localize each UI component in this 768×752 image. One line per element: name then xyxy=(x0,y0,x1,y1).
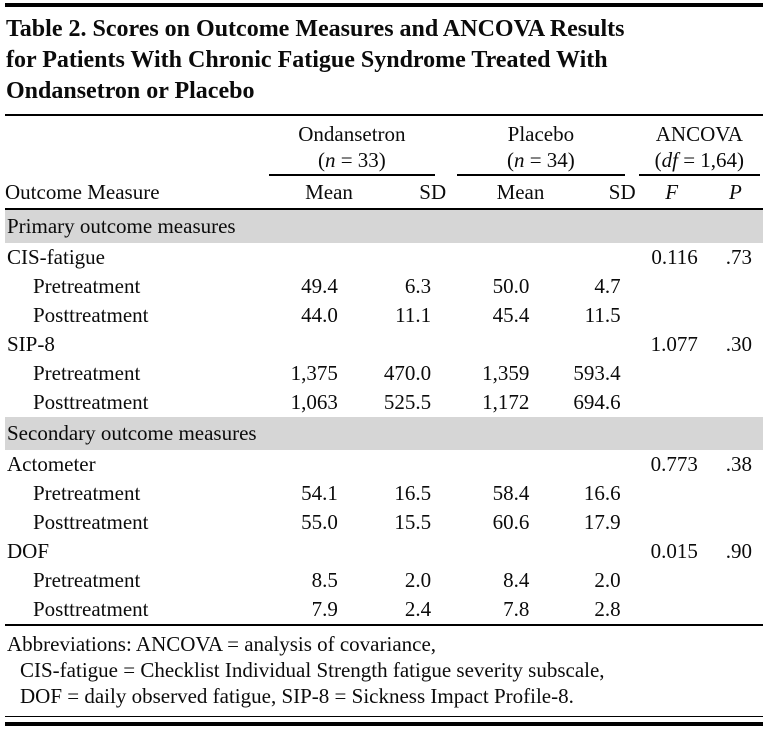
group-header-spacer xyxy=(5,116,258,177)
mean-cell: 7.9 xyxy=(311,597,338,621)
sd-cell: 2.4 xyxy=(404,597,432,621)
mean-cell: 45.4 xyxy=(492,303,530,327)
f-cell xyxy=(636,595,708,624)
sd-cell xyxy=(544,330,635,359)
table-row xyxy=(5,595,763,624)
f-cell xyxy=(636,388,708,417)
p-cell xyxy=(708,595,763,624)
p-cell xyxy=(708,508,763,537)
table-title xyxy=(5,7,763,114)
mean-cell: 49.4 xyxy=(301,274,338,298)
p-cell: .30 xyxy=(725,332,752,356)
mean-cell: 1,375 xyxy=(290,361,338,385)
sd-cell: 2.8 xyxy=(594,597,621,621)
col-header-p: P xyxy=(708,177,763,209)
table-row-sip8 xyxy=(5,330,763,359)
group-header-ondansetron xyxy=(258,116,446,177)
sd-cell: 470.0 xyxy=(383,361,432,385)
title-line-2: for Patients With Chronic Fatigue Syndrome Treated With xyxy=(6,47,608,73)
p-cell xyxy=(708,272,763,301)
table-footnote xyxy=(5,626,763,714)
row-label: Posttreatment xyxy=(33,303,149,327)
mean-cell xyxy=(258,330,353,359)
sd-cell: 15.5 xyxy=(394,510,432,534)
footnote-line-3: DOF = daily observed fatigue, SIP-8 = Sickness Impact Profile-8. xyxy=(20,684,574,708)
f-cell: 0.116 xyxy=(651,245,698,269)
sd-cell xyxy=(353,450,446,479)
mean-cell xyxy=(446,243,544,272)
group-header-row xyxy=(5,116,763,177)
mean-cell: 50.0 xyxy=(492,274,530,298)
sd-cell xyxy=(353,537,446,566)
mean-cell xyxy=(446,450,544,479)
row-label: Posttreatment xyxy=(33,597,149,621)
col-header-pla-mean: Mean xyxy=(446,177,544,209)
sd-cell: 16.5 xyxy=(394,481,432,505)
row-label: Actometer xyxy=(7,452,96,476)
group-name-placebo: Placebo xyxy=(507,122,575,146)
p-cell: .73 xyxy=(725,245,752,269)
section-header-primary xyxy=(5,209,763,243)
sd-cell: 11.5 xyxy=(584,303,621,327)
group-header-placebo xyxy=(446,116,635,177)
group-header-ancova xyxy=(636,116,763,177)
mean-cell: 8.5 xyxy=(311,568,338,592)
section-label: Primary outcome measures xyxy=(5,209,763,243)
sd-cell: 2.0 xyxy=(594,568,621,592)
p-cell xyxy=(708,301,763,330)
col-header-f: F xyxy=(636,177,708,209)
f-cell xyxy=(636,359,708,388)
sd-cell xyxy=(544,243,635,272)
title-line-3: Ondansetron or Placebo xyxy=(6,78,255,104)
section-label: Secondary outcome measures xyxy=(5,417,763,450)
sd-cell xyxy=(353,243,446,272)
p-cell xyxy=(708,388,763,417)
row-label: Posttreatment xyxy=(33,510,149,534)
table-row xyxy=(5,566,763,595)
row-label: Pretreatment xyxy=(33,568,141,592)
sd-cell xyxy=(353,330,446,359)
row-label: Pretreatment xyxy=(33,274,141,298)
group-sub-ancova: (df = 1,64) xyxy=(654,148,745,172)
sd-cell: 17.9 xyxy=(583,510,621,534)
mean-cell: 54.1 xyxy=(301,481,338,505)
mean-cell xyxy=(258,450,353,479)
mean-cell: 1,063 xyxy=(290,390,338,414)
sd-cell: 694.6 xyxy=(573,390,621,414)
table-row xyxy=(5,388,763,417)
col-header-pla-sd: SD xyxy=(544,177,635,209)
col-header-ond-sd: SD xyxy=(353,177,446,209)
row-label: Posttreatment xyxy=(33,390,149,414)
sd-cell xyxy=(544,537,635,566)
outcome-table xyxy=(5,116,763,624)
footnote-line-2: CIS-fatigue = Checklist Individual Strength fatigue severity subscale, xyxy=(20,658,605,682)
bottom-thin-rule xyxy=(5,716,763,717)
mean-cell: 58.4 xyxy=(492,481,530,505)
f-cell xyxy=(636,479,708,508)
row-label: SIP-8 xyxy=(7,332,55,356)
row-label: Pretreatment xyxy=(33,481,141,505)
group-sub-placebo: (n = 34) xyxy=(506,148,575,172)
table-row xyxy=(5,508,763,537)
sd-cell: 11.1 xyxy=(395,303,432,327)
f-cell xyxy=(636,301,708,330)
sd-cell xyxy=(544,450,635,479)
column-header-row xyxy=(5,177,763,209)
mean-cell: 1,359 xyxy=(482,361,530,385)
f-cell xyxy=(636,272,708,301)
table-row xyxy=(5,301,763,330)
table-row xyxy=(5,272,763,301)
table-row-cis-fatigue xyxy=(5,243,763,272)
mean-cell xyxy=(258,537,353,566)
row-label: CIS-fatigue xyxy=(7,245,105,269)
row-label: DOF xyxy=(7,539,50,563)
sd-cell: 593.4 xyxy=(573,361,621,385)
footnote-line-1: Abbreviations: ANCOVA = analysis of covariance, xyxy=(7,632,437,656)
col-header-outcome-measure: Outcome Measure xyxy=(5,177,258,209)
table-row xyxy=(5,359,763,388)
mean-cell: 55.0 xyxy=(301,510,338,534)
table-row-actometer xyxy=(5,450,763,479)
mean-cell: 60.6 xyxy=(492,510,530,534)
row-label: Pretreatment xyxy=(33,361,141,385)
table-row-dof xyxy=(5,537,763,566)
mean-cell xyxy=(258,243,353,272)
mean-cell: 44.0 xyxy=(301,303,338,327)
sd-cell: 6.3 xyxy=(404,274,432,298)
mean-cell: 1,172 xyxy=(482,390,530,414)
p-cell: .90 xyxy=(725,539,752,563)
mean-cell xyxy=(446,537,544,566)
sd-cell: 4.7 xyxy=(594,274,621,298)
title-line-1: Table 2. Scores on Outcome Measures and ANCOVA Results xyxy=(6,16,625,42)
f-cell xyxy=(636,508,708,537)
group-name-ancova: ANCOVA xyxy=(655,122,743,146)
f-cell xyxy=(636,566,708,595)
sd-cell: 16.6 xyxy=(583,481,621,505)
mean-cell xyxy=(446,330,544,359)
bottom-thick-rule xyxy=(5,722,763,726)
group-name-ondansetron: Ondansetron xyxy=(298,122,406,146)
p-cell: .38 xyxy=(725,452,752,476)
p-cell xyxy=(708,479,763,508)
p-cell xyxy=(708,566,763,595)
sd-cell: 525.5 xyxy=(383,390,432,414)
group-sub-ondansetron: (n = 33) xyxy=(317,148,386,172)
f-cell: 0.015 xyxy=(650,539,698,563)
col-header-ond-mean: Mean xyxy=(258,177,353,209)
sd-cell: 2.0 xyxy=(404,568,432,592)
f-cell: 1.077 xyxy=(650,332,698,356)
mean-cell: 7.8 xyxy=(503,597,530,621)
table-row xyxy=(5,479,763,508)
f-cell: 0.773 xyxy=(650,452,698,476)
mean-cell: 8.4 xyxy=(503,568,530,592)
p-cell xyxy=(708,359,763,388)
section-header-secondary xyxy=(5,417,763,450)
